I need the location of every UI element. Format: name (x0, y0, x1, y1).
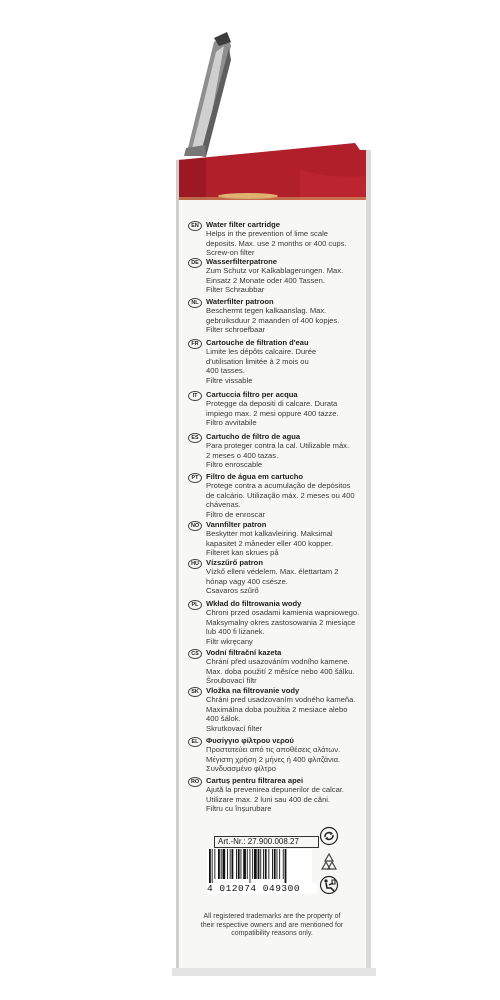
barcode-bar (212, 849, 213, 883)
barcode-bar (272, 849, 273, 879)
language-section-el (188, 736, 368, 774)
language-code-badge: PL (188, 600, 202, 610)
section-title: Vložka na filtrovanie vody (206, 686, 300, 695)
language-section-nl (188, 297, 368, 335)
language-code-badge: ES (188, 433, 202, 443)
section-line: Filter Schraubbar (206, 285, 265, 295)
barcode-bar (247, 849, 248, 879)
section-line: Beschermt tegen kalkaanslag. Max. (206, 306, 327, 316)
section-line: hónap vagy 400 csésze. (206, 576, 288, 586)
section-line: Maksymalny okres zastosowania 2 miesiące (206, 617, 356, 627)
section-title: Cartouche de filtration d'eau (206, 338, 309, 347)
section-line: Chráni pred usadzovaním vodného kameňa. (206, 695, 356, 705)
language-code-badge: NL (188, 298, 202, 308)
barcode-bars (207, 849, 312, 883)
barcode-bar (268, 849, 269, 879)
language-code-badge: PT (188, 473, 202, 483)
barcode-bar (252, 849, 253, 879)
section-line: Vízkő elleni védelem. Max. élettartam 2 (206, 567, 339, 577)
barcode-bar (254, 849, 257, 879)
barcode-bar (218, 849, 220, 879)
barcode-bar (241, 849, 242, 879)
section-line: Max. doba použití 2 měsíce nebo 400 šálku. (206, 666, 355, 676)
section-title: Φυσίγγιο φίλτρου νερού (206, 736, 294, 745)
section-line: Chrání před usazováním vodního kamene. (206, 657, 350, 667)
section-line: Csavaros szűrő (206, 586, 259, 596)
section-line: Filteret kan skrues på (206, 548, 279, 558)
language-section-it (188, 390, 368, 428)
language-code-badge: SK (188, 687, 202, 697)
language-code-badge: RO (188, 777, 202, 787)
section-title: Waterfilter patroon (206, 297, 274, 306)
barcode-bar (263, 849, 264, 879)
barcode-bar (279, 849, 280, 879)
trademark-note: All registered trademarks are the property of their respective owners and are mentioned for compatibility reasons only. (200, 913, 344, 938)
barcode-bar (232, 849, 234, 879)
barcode-bar (260, 849, 261, 879)
language-section-en (188, 220, 368, 258)
section-line: Filter schroefbaar (206, 325, 266, 335)
barcode-bar (243, 849, 246, 879)
barcode-bar (221, 849, 222, 879)
section-line: Filtro enroscable (206, 460, 263, 470)
section-line: Protegge da depositi di calcare. Durata (206, 399, 338, 409)
section-line: Limite les dépôts calcaire. Durée (206, 347, 317, 357)
barcode-bar (214, 849, 215, 879)
section-line: 400 tasses. (206, 366, 245, 376)
section-title: Vízszűrő patron (206, 558, 263, 567)
section-line: chávenas. (206, 500, 241, 510)
language-section-sk (188, 686, 368, 733)
section-title: Vannfilter patron (206, 520, 267, 529)
language-code-badge: DE (188, 258, 202, 268)
section-title: Wkład do filtrowania wody (206, 599, 302, 608)
section-line: Beskytter mot kalkavleiring. Maksimal (206, 529, 333, 539)
language-section-ro (188, 776, 368, 814)
section-line: de calcário. Utilização máx. 2 meses ou 400 (206, 490, 355, 500)
box-left-edge (176, 160, 179, 970)
section-title: Cartucho de filtro de agua (206, 432, 301, 441)
language-section-pt (188, 472, 368, 519)
section-line: Filtre vissable (206, 375, 253, 385)
language-code-badge: IT (188, 391, 202, 401)
section-title: Cartuș pentru filtrarea apei (206, 776, 304, 785)
section-line: kapasitet 2 måneder eller 400 kopper. (206, 538, 334, 548)
section-title: Cartuccia filtro per acqua (206, 390, 298, 399)
barcode-bar (236, 849, 237, 879)
barcode-number: 4 012074 049300 (207, 883, 317, 894)
section-line: Συνδυασμένο φίλτρο (206, 764, 276, 774)
section-line: Chroni przed osadami kamienia wapniowego. (206, 608, 360, 618)
language-section-pl (188, 599, 368, 646)
section-line: impiego max. 2 mesi oppure 400 tazze. (206, 408, 339, 418)
section-title: Filtro de água em cartucho (206, 472, 304, 481)
section-line: Skrutkovací filter (206, 723, 263, 733)
section-line: Μέγιστη χρήση 2 μήνες ή 400 φλιτζάνια. (206, 754, 341, 764)
section-line: Screw-on filter (206, 248, 255, 258)
section-line: gebruiksduur 2 maanden of 400 kopjes. (206, 315, 340, 325)
language-code-badge: EN (188, 221, 202, 231)
section-line: Zum Schutz vor Kalkablagerungen. Max. (206, 266, 344, 276)
cardboard-recycle-icon (318, 852, 340, 872)
language-section-es (188, 432, 368, 470)
box-bottom-shadow (172, 968, 376, 976)
section-line: Filtr wkręcany (206, 636, 253, 646)
section-line: Helps in the prevention of lime scale (206, 229, 328, 239)
barcode-bar (238, 849, 240, 879)
section-line: lub 400 fi liżanek. (206, 627, 265, 637)
language-section-de (188, 257, 368, 295)
language-code-badge: HU (188, 559, 202, 569)
section-title: Wasserfilterpatrone (206, 257, 278, 266)
language-code-badge: EL (188, 737, 202, 747)
barcode-bar (285, 849, 287, 883)
section-line: Filtro de enroscar (206, 509, 266, 519)
section-title: Water filter cartridge (206, 220, 280, 229)
language-section-hu (188, 558, 368, 596)
section-line: Einsatz 2 Monate oder 400 Tassen. (206, 275, 325, 285)
section-line: Šroubovací filtr (206, 676, 257, 686)
tidyman-icon (318, 875, 340, 895)
barcode-bar (223, 849, 226, 879)
language-section-no (188, 520, 368, 558)
section-line: Filtru cu înșurubare (206, 804, 272, 814)
barcode-bar (227, 849, 228, 879)
barcode-bar (250, 849, 251, 883)
barcode-bar (277, 849, 278, 879)
barcode-bar (230, 849, 231, 879)
language-code-badge: FR (188, 339, 202, 349)
barcode-bar (283, 849, 284, 879)
language-code-badge: NO (188, 521, 202, 531)
language-section-fr (188, 338, 368, 385)
section-line: 2 meses o 400 tazas. (206, 450, 279, 460)
barcode-bar (265, 849, 267, 879)
language-code-badge: CS (188, 649, 202, 659)
section-line: Ajută la prevenirea depunerilor de calcar. (206, 785, 345, 795)
barcode-bar (274, 849, 276, 879)
section-line: Para proteger contra la cal. Utilizable máx. (206, 441, 350, 451)
section-line: Utilizare max. 2 luni sau 400 de căni. (206, 794, 331, 804)
barcode-bar (258, 849, 260, 879)
recycle-icon (318, 826, 340, 846)
section-line: 400 šálok. (206, 714, 241, 724)
section-title: Vodní filtrační kazeta (206, 648, 282, 657)
language-section-cs (188, 648, 368, 686)
section-line: Filtro avvitabile (206, 418, 257, 428)
section-line: Protege contra a acumulação de depósitos (206, 481, 351, 491)
barcode-bar (209, 849, 211, 883)
section-line: deposits. Max. use 2 months or 400 cups. (206, 238, 347, 248)
article-number: Art.-Nr.: 27.900.008.27 (214, 836, 319, 848)
section-line: Maximálna doba použitia 2 mesiace alebo (206, 704, 348, 714)
section-line: Προστατεύει από τις αποθέσεις αλάτων. (206, 745, 341, 755)
section-line: d'utilisation limitée à 2 mois ou (206, 356, 309, 366)
